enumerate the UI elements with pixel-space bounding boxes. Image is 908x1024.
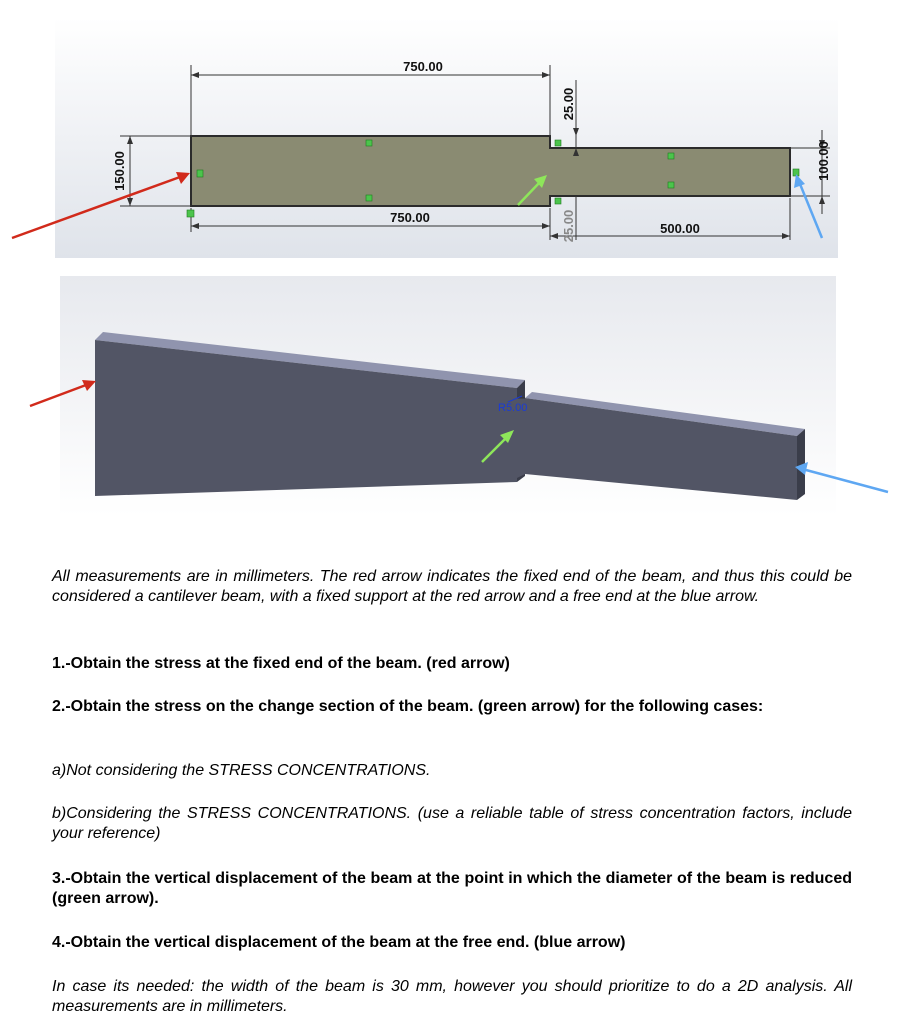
note-paragraph: In case its needed: the width of the beam is 30 mm, however you should prioritize to do a 2D analysis. All measurements are in millimeters. bbox=[52, 978, 852, 1015]
dim-right-height: 100.00 bbox=[816, 141, 831, 181]
question-2a: a)Not considering the STRESS CONCENTRATIONS. bbox=[52, 762, 431, 779]
dim-step-bottom: 25.00 bbox=[561, 209, 576, 243]
fillet-radius-label: R5.00 bbox=[498, 402, 528, 414]
dim-bottom-length: 750.00 bbox=[390, 210, 430, 225]
dim-left-height: 150.00 bbox=[112, 151, 127, 191]
beam-3d-model bbox=[0, 270, 908, 520]
question-1: 1.-Obtain the stress at the fixed end of the beam. (red arrow) bbox=[52, 655, 510, 672]
question-3: 3.-Obtain the vertical displacement of the beam at the point in which the diameter of the beam is reduced (green arrow). bbox=[52, 870, 852, 907]
question-4: 4.-Obtain the vertical displacement of the beam at the free end. (blue arrow) bbox=[52, 934, 626, 951]
intro-paragraph: All measurements are in millimeters. The red arrow indicates the fixed end of the beam, and thus this could be considered a cantilever beam, with a fixed support at the red arrow and a free end at the blue arrow. bbox=[52, 568, 852, 605]
dim-step-top: 25.00 bbox=[561, 87, 576, 121]
question-2b: b)Considering the STRESS CONCENTRATIONS. (use a reliable table of stress concentration factors, include your reference) bbox=[52, 805, 852, 842]
dim-free-length: 500.00 bbox=[660, 221, 700, 236]
question-2: 2.-Obtain the stress on the change section of the beam. (green arrow) for the following cases: bbox=[52, 698, 764, 715]
beam-sketch-drawing bbox=[0, 0, 908, 262]
dim-top-length: 750.00 bbox=[403, 59, 443, 74]
